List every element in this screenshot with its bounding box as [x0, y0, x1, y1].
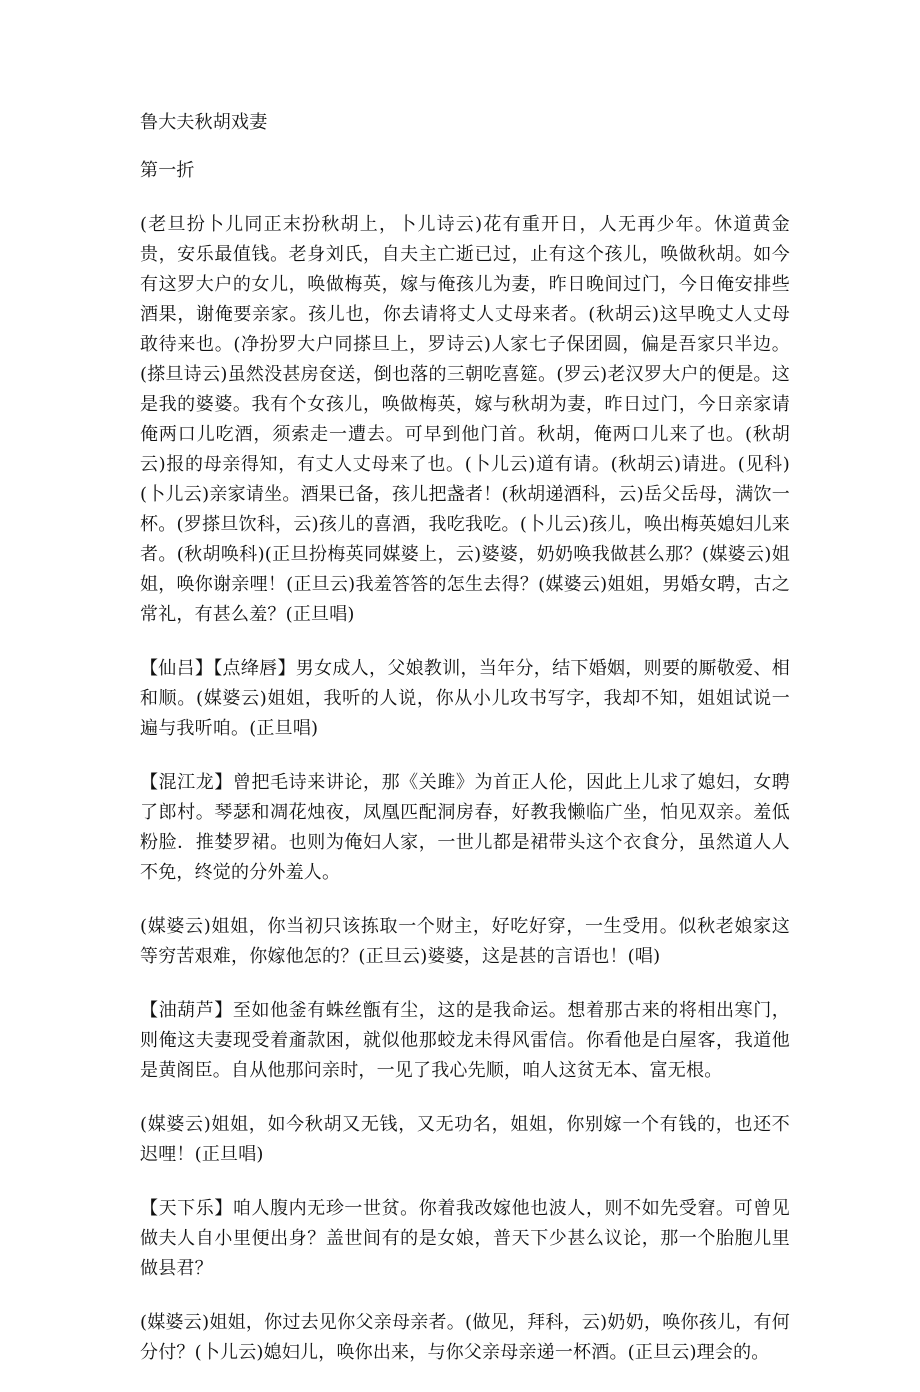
- document-title: 鲁大夫秋胡戏妻: [140, 112, 268, 133]
- paragraph-5: 【油葫芦】至如他釜有蛛丝甑有尘，这的是我命运。想着那古来的将相出寒门，则俺这夫妻现受着齑款困，就似他那蛟龙未得风雷信。你看他是白屋客，我道他是黄阁臣。自从他那问亲时，一见了我心先顺，咱人这贫无本、富无根。: [140, 1000, 790, 1081]
- paragraph-8: (媒婆云)姐姐，你过去见你父亲母亲者。(做见，拜科，云)奶奶，唤你孩儿，有何分付？(卜儿云)媳妇儿，唤你出来，与你父亲母亲递一杯酒。(正旦云)理会的。: [140, 1312, 790, 1363]
- paragraph-2: 【仙吕】【点绛唇】男女成人，父娘教训，当年分，结下婚姻，则要的厮敬爱、相和顺。(媒婆云)姐姐，我听的人说，你从小儿攻书写字，我却不知，姐姐试说一遍与我听咱。(正旦唱): [140, 658, 790, 739]
- document-page: [140, 108, 790, 1392]
- paragraph-7: 【天下乐】咱人腹内无珍一世贫。你着我改嫁他也波人，则不如先受窘。可曾见做夫人自小里便出身？盖世间有的是女娘，普天下少甚么议论，那一个胎胞儿里做县君？: [140, 1198, 790, 1279]
- act-heading: 第一折: [140, 160, 195, 181]
- paragraph-4: (媒婆云)姐姐，你当初只该拣取一个财主，好吃好穿，一生受用。似秋老娘家这等穷苦艰难，你嫁他怎的？(正旦云)婆婆，这是甚的言语也！(唱): [140, 916, 790, 967]
- paragraph-6: (媒婆云)姐姐，如今秋胡又无钱，又无功名，姐姐，你别嫁一个有钱的，也还不迟哩！(正旦唱): [140, 1114, 790, 1165]
- paragraph-3: 【混江龙】曾把毛诗来讲论，那《关雎》为首正人伦，因此上儿求了媳妇，女聘了郎村。琴瑟和凋花烛夜，凤凰匹配洞房春，好教我懒临广坐，怕见双亲。羞低粉脸．推婪罗裙。也则为俺妇人家，一世儿都是裙带头这个衣食分，虽然道人人不免，终觉的分外羞人。: [140, 772, 790, 883]
- paragraph-1: (老旦扮卜儿同正末扮秋胡上，卜儿诗云)花有重开日，人无再少年。休道黄金贵，安乐最值钱。老身刘氏，自夫主亡逝已过，止有这个孩儿，唤做秋胡。如今有这罗大户的女儿，唤做梅英，嫁与俺孩儿为妻，昨日晚间过门，今日俺安排些酒果，谢俺要亲家。孩儿也，你去请将丈人丈母来者。(秋胡云)这早晚丈人丈母敢待来也。(净扮罗大户同搽旦上，罗诗云)人家七子保团圆，偏是吾家只半边。(搽旦诗云)虽然没甚房奁送，倒也落的三朝吃喜筵。(罗云)老汉罗大户的便是。这是我的婆婆。我有个女孩儿，唤做梅英，嫁与秋胡为妻，昨日过门，今日亲家请俺两口儿吃酒，须索走一遭去。可早到他门首。秋胡，俺两口儿来了也。(秋胡云)报的母亲得知，有丈人丈母来了也。(卜儿云)道有请。(秋胡云)请进。(见科)(卜儿云)亲家请坐。酒果已备，孩儿把盏者！(秋胡递酒科，云)岳父岳母，满饮一杯。(罗搽旦饮科，云)孩儿的喜酒，我吃我吃。(卜儿云)孩儿，唤出梅英媳妇儿来者。(秋胡唤科)(正旦扮梅英同媒婆上，云)婆婆，奶奶唤我做甚么那？(媒婆云)姐姐，唤你谢亲哩！(正旦云)我羞答答的怎生去得？(媒婆云)姐姐，男婚女聘，古之常礼，有甚么羞？(正旦唱): [140, 214, 790, 625]
